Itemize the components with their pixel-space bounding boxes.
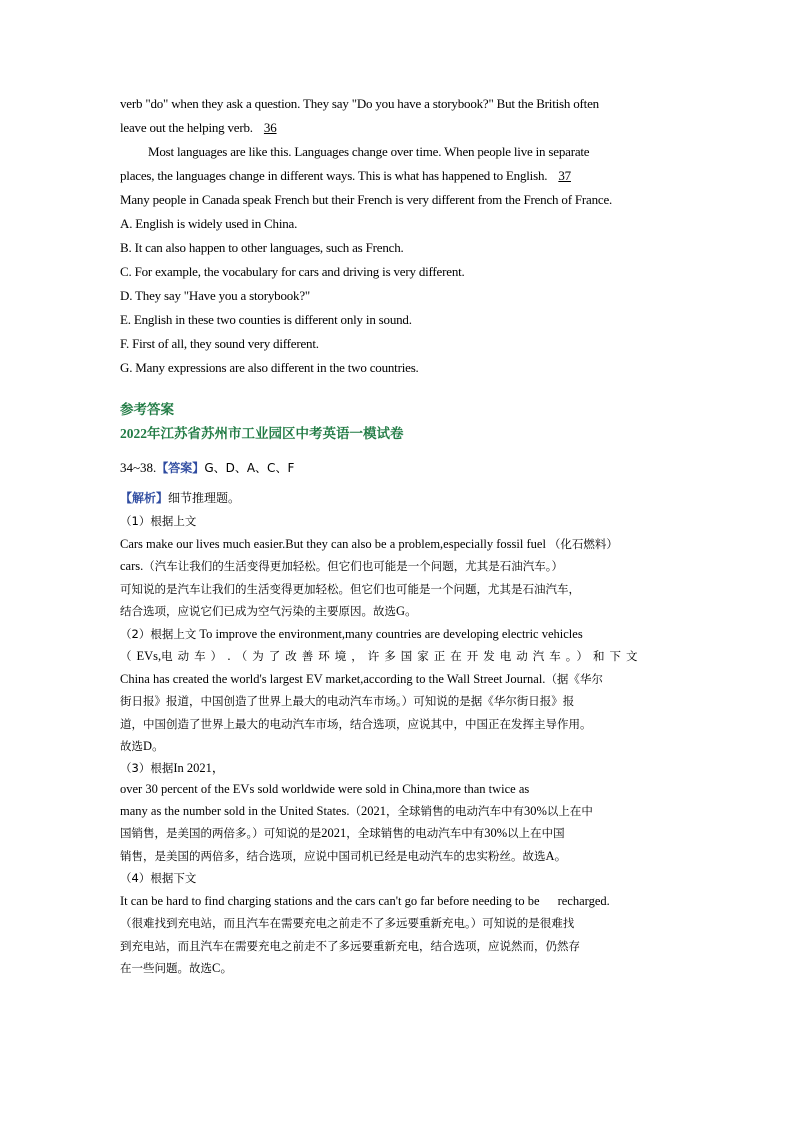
analysis-tag: 【解析】 bbox=[120, 491, 169, 505]
q4-choice: C。 bbox=[212, 961, 233, 975]
q3-label: （3）根据 bbox=[120, 760, 174, 775]
answer-line bbox=[120, 456, 676, 480]
q2-zh: 道，中国创造了世界上最大的电动汽车市场，结合选项，应说其中，中国正在发挥主导作用。 bbox=[120, 716, 592, 731]
q3-zh: 销售，是美国的两倍多，结合选项，应说中国司机已经是电动汽车的忠实粉丝。故选 bbox=[120, 848, 546, 863]
option-b: B. It can also happen to other languages, such as French. bbox=[120, 240, 404, 255]
q2-line bbox=[120, 668, 676, 691]
q4-en: It can be hard to find charging stations and the cars can't go far before needing to be bbox=[120, 893, 540, 908]
q3-en: over 30 percent of the EVs sold worldwide were sold in China,more than twice as bbox=[120, 781, 530, 796]
q3-choice: A。 bbox=[545, 848, 568, 863]
passage-line: Many people in Canada speak French but their French is very different from the French of France. bbox=[120, 192, 613, 207]
reference-answer-heading: 参考答案 bbox=[120, 402, 174, 417]
option-g: G. Many expressions are also different in the two countries. bbox=[120, 360, 419, 375]
q2-line bbox=[120, 690, 676, 713]
q1-line bbox=[120, 555, 676, 578]
q4-zh: 在一些问题。故选 bbox=[120, 961, 212, 975]
answer-value: G、D、A、C、F bbox=[204, 461, 295, 475]
q4-zh: 到充电站，而且汽车在需要充电之前走不了多远要重新充电，结合选项，应说然而，仍然存 bbox=[120, 938, 580, 953]
q1-label-text: （1）根据上文 bbox=[120, 514, 197, 528]
q1-zh: 结合选项，应说它们已成为空气污染的主要原因。故选 bbox=[120, 604, 396, 618]
q2-zh: 故选 bbox=[120, 739, 143, 753]
q1-line bbox=[120, 533, 676, 556]
q2-en: China has created the world's largest EV market,according to the Wall Street Journal. bbox=[120, 671, 546, 686]
q3-zh: 以上在中 bbox=[546, 803, 593, 818]
q2-en: EVs, bbox=[136, 649, 162, 663]
answer-tag: 【答案】 bbox=[156, 461, 205, 475]
q3-zh: （ bbox=[349, 803, 361, 818]
q3-line bbox=[120, 779, 676, 800]
passage-line bbox=[120, 116, 676, 140]
q3-en: 2021 bbox=[360, 803, 386, 818]
q4-line bbox=[120, 890, 676, 913]
q1-en: Cars make our lives much easier.But they can also be a problem,especially fossil fuel bbox=[120, 536, 546, 551]
document-page bbox=[120, 92, 676, 980]
passage-line: Most languages are like this. Languages change over time. When people live in separate bbox=[148, 144, 590, 159]
blank-37: 37 bbox=[558, 168, 571, 183]
q4-line bbox=[120, 957, 676, 980]
q1-zh: （汽车让我们的生活变得更加轻松。但它们也可能是一个问题，尤其是石油汽车。） bbox=[143, 559, 563, 573]
q3-en: 2021 bbox=[321, 826, 347, 840]
passage-text: leave out the helping verb. bbox=[120, 120, 253, 135]
q4-en: recharged. bbox=[557, 893, 610, 908]
q2-zh: （据《华尔 bbox=[545, 671, 603, 686]
q4-line bbox=[120, 935, 676, 958]
q2-label: （2）根据上文 bbox=[120, 626, 197, 641]
analysis-line bbox=[120, 486, 676, 510]
answer-range: 34~38. bbox=[120, 460, 157, 475]
analysis-text: 细节推理题。 bbox=[168, 491, 241, 505]
q3-line bbox=[120, 758, 676, 779]
q2-zh: （ bbox=[120, 649, 137, 663]
q4-line bbox=[120, 912, 676, 935]
q1-line bbox=[120, 600, 676, 623]
q2-choice: D。 bbox=[143, 739, 165, 753]
q2-line bbox=[120, 645, 676, 668]
q2-zh: 电动车）.（为了改善环境，许多国家正在开发电动汽车。）和下文 bbox=[161, 649, 643, 663]
q1-zh: 可知说的是汽车让我们的生活变得更加轻松。但它们也可能是一个问题，尤其是石油汽车， bbox=[120, 581, 580, 596]
option-d: D. They say "Have you a storybook?" bbox=[120, 288, 311, 303]
q3-zh: ，全球销售的电动汽车中有 bbox=[385, 803, 524, 818]
q3-en: 30% bbox=[484, 826, 508, 840]
q4-label: （4）根据下文 bbox=[120, 871, 197, 885]
q1-en: cars. bbox=[120, 559, 144, 573]
q3-line bbox=[120, 822, 676, 845]
exam-title: 2022年江苏省苏州市工业园区中考英语一模试卷 bbox=[120, 426, 404, 441]
q3-zh: 国销售，是美国的两倍多。）可知说的是 bbox=[120, 826, 322, 840]
blank-36: 36 bbox=[263, 120, 277, 135]
passage-text: places, the languages change in different ways. This is what has happened to English. bbox=[120, 168, 548, 183]
q2-en: To improve the environment,many countries are developing electric vehicles bbox=[199, 626, 583, 641]
q1-choice: G。 bbox=[396, 604, 418, 618]
option-a: A. English is widely used in China. bbox=[120, 216, 298, 231]
option-c: C. For example, the vocabulary for cars and driving is very different. bbox=[120, 264, 465, 279]
q1-zh: （化石燃料） bbox=[548, 536, 618, 551]
q3-line bbox=[120, 800, 676, 823]
q3-zh: 以上在中国 bbox=[507, 826, 565, 840]
q3-label-en: In 2021， bbox=[173, 760, 225, 775]
q3-en: many as the number sold in the United States. bbox=[120, 803, 350, 818]
option-f: F. First of all, they sound very different. bbox=[120, 336, 319, 351]
q2-line bbox=[120, 623, 676, 646]
q1-line bbox=[120, 578, 676, 601]
q3-en: 30% bbox=[523, 803, 547, 818]
option-e: E. English in these two counties is different only in sound. bbox=[120, 312, 412, 327]
q4-zh: （很难找到充电站，而且汽车在需要充电之前走不了多远要重新充电。）可知说的是很难找 bbox=[120, 916, 575, 930]
q2-zh: 街日报》报道，中国创造了世界上最大的电动汽车市场。）可知说的是据《华尔街日报》报 bbox=[120, 694, 575, 708]
passage-line: verb "do" when they ask a question. They say "Do you have a storybook?" But the British often bbox=[120, 96, 599, 111]
q3-zh: ，全球销售的电动汽车中有 bbox=[346, 826, 485, 840]
q2-line bbox=[120, 735, 676, 758]
q3-line bbox=[120, 845, 676, 868]
q2-line bbox=[120, 713, 676, 736]
q4-line bbox=[120, 867, 676, 890]
q1-label bbox=[120, 510, 676, 533]
passage-line bbox=[120, 164, 676, 188]
